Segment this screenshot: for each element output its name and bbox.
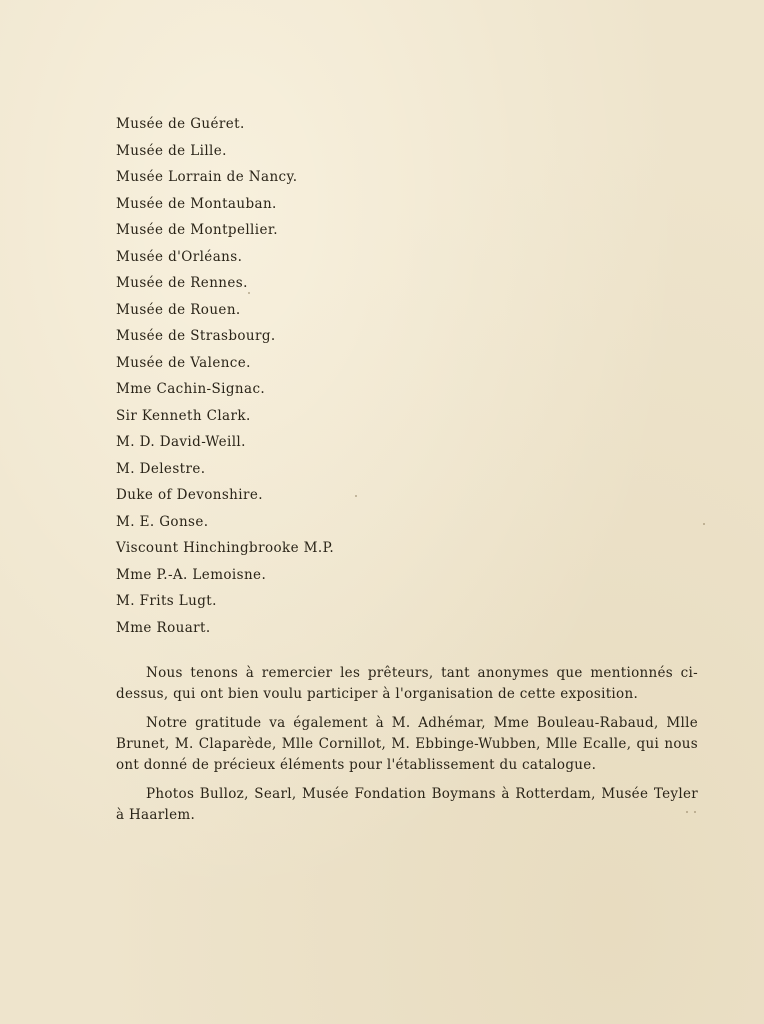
acknowledgement-paragraph-lenders: Nous tenons à remercier les prêteurs, tant anonymes que mentionnés ci-dessus, qui ont bien voulu participer à l'organisation de cette exposition.	[116, 665, 698, 702]
lender-item: Musée de Rouen.	[116, 301, 241, 318]
paper-speck	[703, 523, 705, 525]
lender-item: Mme P.-A. Lemoisne.	[116, 566, 267, 583]
lender-item: Musée de Montauban.	[116, 195, 277, 212]
lender-item: Sir Kenneth Clark.	[116, 407, 251, 424]
lender-item: M. D. David-Weill.	[116, 434, 246, 450]
lender-item: Musée de Valence.	[116, 354, 251, 371]
paper-speck	[248, 292, 250, 294]
lenders-list	[116, 111, 334, 641]
lender-item: Mme Cachin-Signac.	[116, 381, 266, 397]
lender-item: Duke of Devonshire.	[116, 487, 263, 503]
paper-speck	[686, 811, 688, 813]
lender-item: Musée de Strasbourg.	[116, 328, 276, 344]
lender-item: Mme Rouart.	[116, 619, 211, 636]
lender-item: M. Frits Lugt.	[116, 593, 217, 609]
lender-item: Musée Lorrain de Nancy.	[116, 169, 298, 185]
lender-item: Musée de Montpellier.	[116, 222, 278, 238]
paper-speck	[355, 495, 357, 497]
acknowledgement-paragraph-gratitude: Notre gratitude va également à M. Adhémar, Mme Bouleau-Rabaud, Mlle Brunet, M. Claparède, Mlle Cornillot, M. Ebbinge-Wubben, Mlle Ecalle, qui nous ont donné de précieux éléments pour l'établissement du catalogue.	[116, 715, 698, 773]
lender-item: M. E. Gonse.	[116, 513, 209, 530]
acknowledgements-section	[116, 663, 698, 834]
lender-item: M. Delestre.	[116, 460, 206, 477]
lender-item: Musée d'Orléans.	[116, 248, 243, 265]
lender-item: Musée de Rennes.	[116, 275, 248, 291]
paper-speck	[694, 811, 696, 813]
photo-credits-paragraph: Photos Bulloz, Searl, Musée Fondation Boymans à Rotterdam, Musée Teyler à Haarlem.	[116, 786, 698, 823]
lender-item: Musée de Guéret.	[116, 116, 245, 132]
lender-item: Musée de Lille.	[116, 142, 227, 159]
lender-item: Viscount Hinchingbrooke M.P.	[116, 540, 335, 556]
